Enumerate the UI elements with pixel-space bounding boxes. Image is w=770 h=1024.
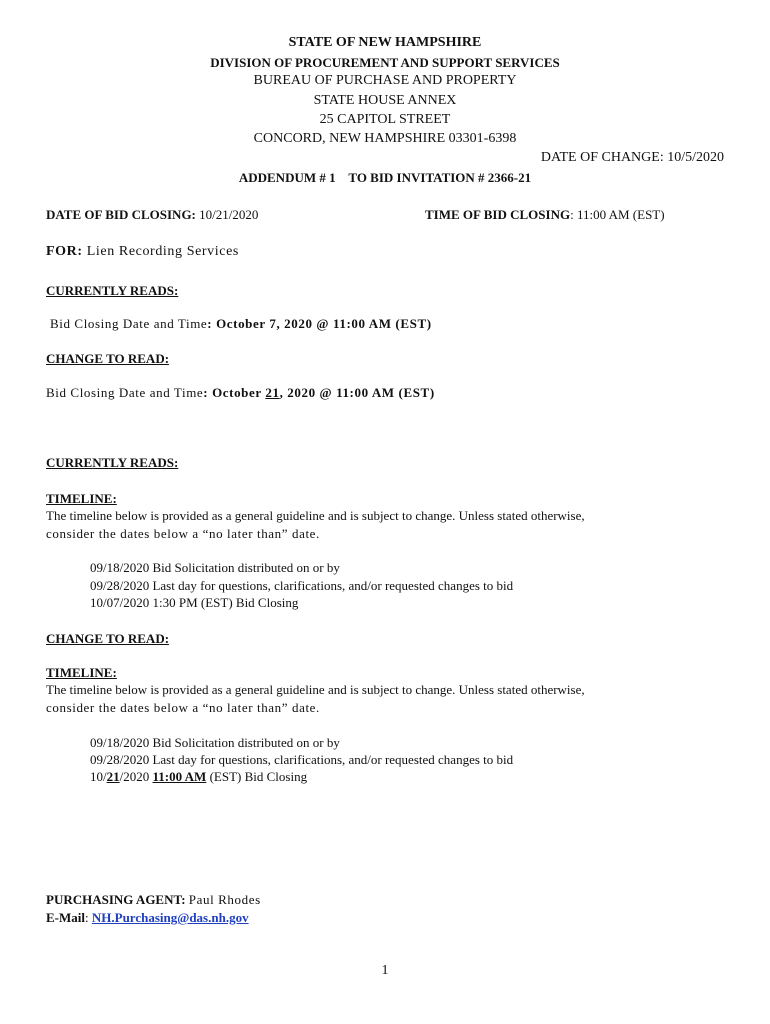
closing-date-part1: 10/ <box>90 769 107 784</box>
new-closing-day: 21 <box>265 385 280 400</box>
timeline-heading-2: TIMELINE: <box>46 665 117 680</box>
new-closing-mid2: , 2020 @ 11:00 AM (EST) <box>279 385 435 400</box>
bid-closing-date <box>46 206 258 223</box>
current-closing-line <box>50 315 432 332</box>
closing-date-part2: /2020 <box>119 769 153 784</box>
bid-closing-time <box>425 206 665 223</box>
bureau-title: BUREAU OF PURCHASE AND PROPERTY <box>253 73 517 88</box>
closing-time: 11:00 AM <box>152 769 207 784</box>
timeline-item: 09/18/2020 Bid Solicitation distributed on or by <box>90 560 340 575</box>
timeline-intro-2b: consider the dates below a “no later than” date. <box>46 700 320 715</box>
timeline-intro-1a: The timeline below is provided as a general guideline and is subject to change. Unless stated otherwise, <box>46 508 585 523</box>
street-line: 25 CAPITOL STREET <box>319 112 451 127</box>
purchasing-agent-line <box>46 891 261 908</box>
purchasing-agent-label: PURCHASING AGENT: <box>46 892 186 907</box>
timeline-item: 10/07/2020 1:30 PM (EST) Bid Closing <box>90 595 299 610</box>
current-closing-value: : October 7, 2020 @ 11:00 AM (EST) <box>207 316 432 331</box>
annex-line: STATE HOUSE ANNEX <box>313 93 457 108</box>
change-to-read-heading-2: CHANGE TO READ: <box>46 631 170 646</box>
for-label: FOR: <box>46 244 83 259</box>
timeline-item: 09/18/2020 Bid Solicitation distributed on or by <box>90 735 340 750</box>
currently-reads-heading-1: CURRENTLY READS: <box>46 283 179 298</box>
closing-date-day: 21 <box>106 769 120 784</box>
bid-closing-time-value: : 11:00 AM (EST) <box>570 207 665 222</box>
for-line <box>46 243 239 260</box>
timeline-item-closing <box>90 768 307 785</box>
email-link[interactable]: NH.Purchasing@das.nh.gov <box>91 910 249 925</box>
purchasing-agent-name: Paul Rhodes <box>188 892 261 907</box>
for-value: Lien Recording Services <box>86 244 239 259</box>
email-label: E-Mail <box>46 910 85 925</box>
new-closing-mid1: : October <box>203 385 266 400</box>
change-to-read-heading-1: CHANGE TO READ: <box>46 351 170 366</box>
new-closing-prefix: Bid Closing Date and Time <box>46 385 204 400</box>
state-title: STATE OF NEW HAMPSHIRE <box>288 35 482 50</box>
addendum-title: ADDENDUM # 1 TO BID INVITATION # 2366-21 <box>238 170 532 185</box>
date-of-change: DATE OF CHANGE: 10/5/2020 <box>540 150 724 165</box>
timeline-item: 09/28/2020 Last day for questions, clarifications, and/or requested changes to bid <box>90 578 514 593</box>
timeline-item: 09/28/2020 Last day for questions, clarifications, and/or requested changes to bid <box>90 752 514 767</box>
page-number: 1 <box>381 963 389 978</box>
email-separator: : <box>85 910 92 925</box>
email-line <box>46 909 249 926</box>
division-title: DIVISION OF PROCUREMENT AND SUPPORT SERVICES <box>210 55 560 70</box>
timeline-intro-1b: consider the dates below a “no later than” date. <box>46 526 320 541</box>
city-line: CONCORD, NEW HAMPSHIRE 03301-6398 <box>253 131 517 146</box>
closing-date-part3: (EST) Bid Closing <box>206 769 308 784</box>
bid-closing-time-label: TIME OF BID CLOSING <box>425 207 571 222</box>
timeline-heading-1: TIMELINE: <box>46 491 117 506</box>
current-closing-prefix: Bid Closing Date and Time <box>50 316 208 331</box>
timeline-intro-2a: The timeline below is provided as a general guideline and is subject to change. Unless stated otherwise, <box>46 682 585 697</box>
bid-closing-date-value: 10/21/2020 <box>199 207 259 222</box>
new-closing-line <box>46 384 435 401</box>
currently-reads-heading-2: CURRENTLY READS: <box>46 455 179 470</box>
bid-closing-date-label: DATE OF BID CLOSING: <box>46 207 196 222</box>
